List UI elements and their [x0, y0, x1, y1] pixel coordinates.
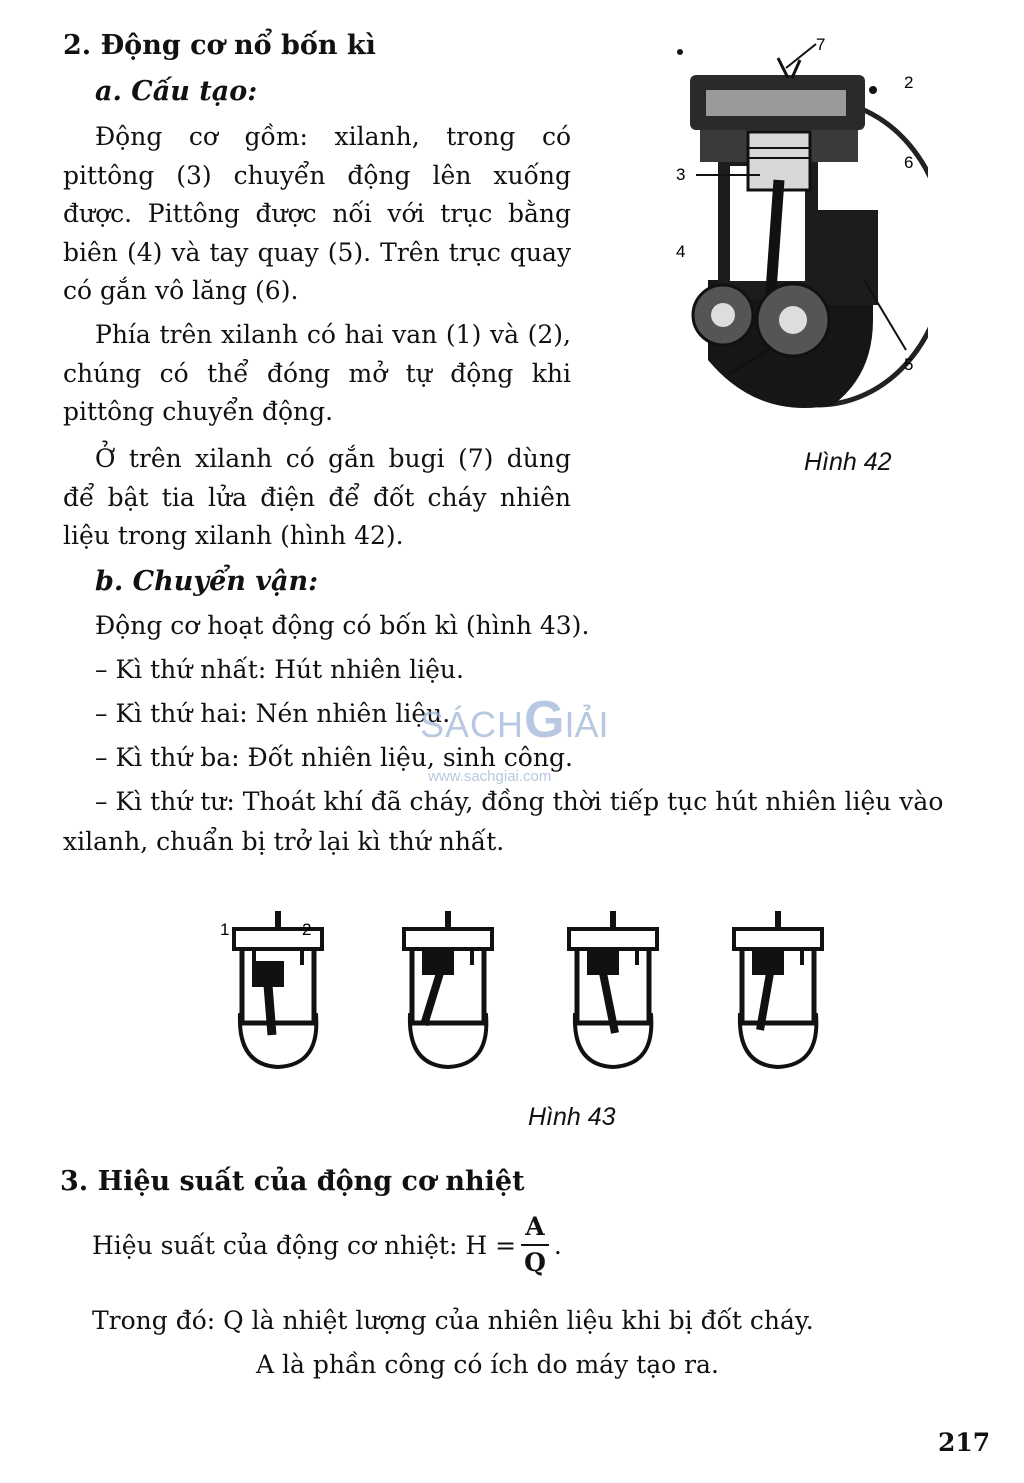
formula-denominator: Q: [524, 1248, 546, 1277]
stroke-2-diagram: [404, 911, 492, 1067]
stroke-3: – Kì thứ ba: Đốt nhiên liệu, sinh công.: [95, 743, 573, 772]
fig42-label-5: 5: [904, 355, 914, 374]
formula-fraction: [520, 1212, 550, 1278]
paragraph-structure-2: Phía trên xilanh có hai van (1) và (2), chúng có thể đóng mở tự động khi pittông chuyển động.: [63, 320, 571, 427]
stroke-4-line-2: xilanh, chuẩn bị trở lại kì thứ nhất.: [63, 827, 505, 856]
paragraph-structure-1: Động cơ gồm: xilanh, trong có pittông (3) chuyển động lên xuống được. Pittông được nối với trục bằng biên (4) và tay quay (5). Trên trục quay có gắn vô lăng (6).: [63, 122, 571, 306]
fig42-label-6: 6: [904, 153, 914, 172]
definition-a: A là phần công có ích do máy tạo ra.: [256, 1350, 719, 1379]
figure-42-engine-diagram: [668, 30, 928, 420]
stroke-1: – Kì thứ nhất: Hút nhiên liệu.: [95, 655, 464, 684]
operation-intro: Động cơ hoạt động có bốn kì (hình 43).: [95, 611, 590, 640]
watermark-text-b: IẢI: [564, 704, 609, 745]
figure-43-four-strokes: [210, 905, 840, 1075]
figure-42-caption: Hình 42: [804, 448, 892, 476]
watermark-url: www.sachgiai.com: [428, 768, 552, 785]
watermark-text-g: G: [524, 691, 565, 749]
subheading-operation: b. Chuyển vận:: [95, 566, 319, 597]
section-heading-2: 2. Động cơ nổ bốn kì: [63, 30, 376, 61]
watermark-text-a: SÁCH: [420, 704, 525, 745]
fig43-label-1: 1: [220, 920, 230, 939]
page-number: 217: [938, 1428, 991, 1457]
stroke-1-diagram: [220, 911, 322, 1067]
section-heading-3: 3. Hiệu suất của động cơ nhiệt: [60, 1166, 525, 1197]
efficiency-formula: [92, 1212, 562, 1278]
fig42-label-3: 3: [676, 165, 686, 184]
formula-numerator: A: [521, 1212, 548, 1246]
figure-43-caption: Hình 43: [528, 1103, 616, 1131]
watermark-logo: [420, 690, 609, 750]
definition-q: Trong đó: Q là nhiệt lượng của nhiên liệu khi bị đốt cháy.: [92, 1306, 814, 1335]
stroke-4-line-1: – Kì thứ tư: Thoát khí đã cháy, đồng thời tiếp tục hút nhiên liệu vào: [95, 787, 944, 816]
fig43-label-2: 2: [302, 920, 312, 939]
stroke-3-diagram: [569, 911, 657, 1067]
paragraph-structure-3: Ở trên xilanh có gắn bugi (7) dùng để bật tia lửa điện để đốt cháy nhiên liệu trong xilanh (hình 42).: [63, 444, 571, 551]
stroke-4-diagram: [734, 911, 822, 1067]
fig42-label-4: 4: [676, 242, 686, 261]
subheading-structure: a. Cấu tạo:: [95, 76, 258, 107]
formula-prefix: Hiệu suất của động cơ nhiệt: H =: [92, 1230, 517, 1260]
formula-suffix: .: [553, 1230, 562, 1260]
stroke-2: – Kì thứ hai: Nén nhiên liệu.: [95, 699, 451, 728]
fig42-label-7: 7: [816, 35, 826, 54]
fig42-label-2: 2: [904, 73, 914, 92]
